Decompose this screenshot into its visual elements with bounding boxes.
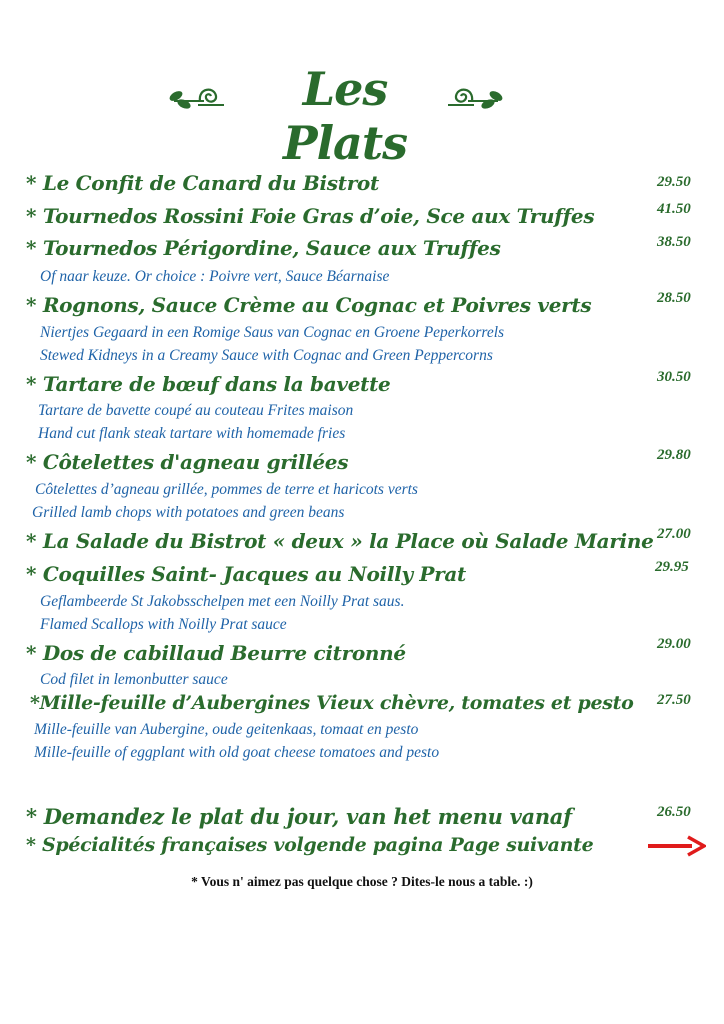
page-title: Les Plats [282, 62, 407, 170]
footer-note: * Vous n' aimez pas quelque chose ? Dites-le nous a table. :) [191, 874, 533, 889]
dish-description: Niertjes Gegaard in een Romige Saus van Cognac en Groene Peperkorrels [40, 324, 505, 341]
dish-price: 38.50 [657, 234, 691, 250]
dish-name: * Le Confit de Canard du Bistrot [26, 171, 379, 195]
leaf-ornament-left-icon [168, 74, 228, 114]
dish-description: Grilled lamb chops with potatoes and green beans [32, 504, 345, 521]
dish-description: Stewed Kidneys in a Creamy Sauce with Cognac and Green Peppercorns [40, 347, 493, 364]
dish-name: *Mille-feuille d’Aubergines Vieux chèvre, tomates et pesto [30, 692, 634, 714]
dish-name: * Dos de cabillaud Beurre citronné [26, 641, 406, 665]
dish-description: Hand cut flank steak tartare with homemade fries [38, 425, 346, 442]
dish-name: * Tartare de bœuf dans la bavette [26, 372, 391, 396]
dish-price: 28.50 [657, 290, 691, 306]
dish-price: 27.00 [657, 526, 691, 542]
dish-description: Cod filet in lemonbutter sauce [40, 671, 228, 688]
right-arrow-icon[interactable] [648, 835, 706, 857]
dish-name: * Côtelettes d'agneau grillées [26, 450, 349, 474]
daily-special-price: 26.50 [657, 804, 691, 820]
dish-price: 29.80 [657, 447, 691, 463]
dish-description: Côtelettes d’agneau grillée, pommes de terre et haricots verts [35, 481, 418, 498]
dish-name: * Tournedos Périgordine, Sauce aux Truffes [26, 236, 501, 260]
dish-description: Mille-feuille of eggplant with old goat cheese tomatoes and pesto [34, 744, 440, 761]
dish-description: Tartare de bavette coupé au couteau Frites maison [38, 402, 354, 419]
dish-description: Of naar keuze. Or choice : Poivre vert, Sauce Béarnaise [40, 268, 390, 285]
dish-description: Flamed Scallops with Noilly Prat sauce [40, 616, 287, 633]
dish-name: * Coquilles Saint- Jacques au Noilly Prat [26, 562, 466, 586]
title-row [0, 62, 724, 170]
dish-price: 29.95 [655, 559, 689, 575]
leaf-ornament-right-icon [444, 74, 504, 114]
next-page-line: * Spécialités françaises volgende pagina Page suivante [26, 834, 594, 856]
dish-price: 41.50 [657, 201, 691, 217]
dish-description: Geflambeerde St Jakobsschelpen met een Noilly Prat saus. [40, 593, 405, 610]
dish-name: * Tournedos Rossini Foie Gras d’oie, Sce aux Truffes [26, 204, 595, 228]
daily-special-line: * Demandez le plat du jour, van het menu vanaf [26, 804, 572, 829]
dish-price: 30.50 [657, 369, 691, 385]
dish-price: 29.50 [657, 174, 691, 190]
dish-description: Mille-feuille van Aubergine, oude geitenkaas, tomaat en pesto [34, 721, 419, 738]
dish-price: 27.50 [657, 692, 691, 708]
dish-name: * Rognons, Sauce Crème au Cognac et Poivres verts [26, 293, 592, 317]
dish-name: * La Salade du Bistrot « deux » la Place où Salade Marine [26, 529, 654, 553]
dish-price: 29.00 [657, 636, 691, 652]
